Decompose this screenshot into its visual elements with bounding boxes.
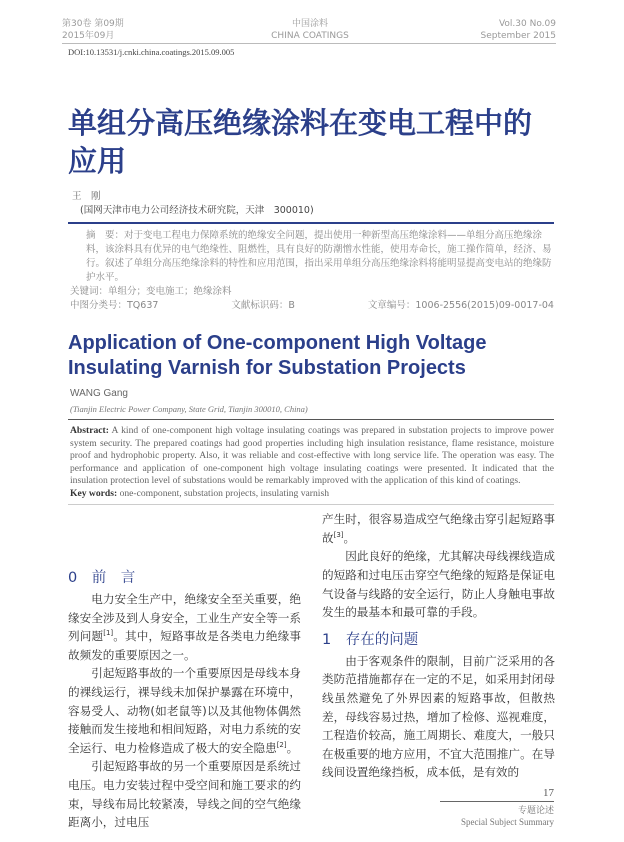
journal-en: CHINA COATINGS xyxy=(271,31,349,41)
abstract-label-en: Abstract: xyxy=(70,425,109,436)
journal-cn: 中国涂料 xyxy=(291,19,328,29)
page-number: 17 xyxy=(543,787,554,799)
author-en: WANG Gang xyxy=(70,388,128,399)
classification-row xyxy=(70,299,554,313)
doi: DOI:10.13531/j.cnki.china.coatings.2015.09.005 xyxy=(68,47,235,57)
abstract-rule-top xyxy=(68,419,554,420)
date-cn: 2015年09月 xyxy=(62,31,115,41)
affiliation-en: (Tianjin Electric Power Company, State Grid, Tianjin 300010, China) xyxy=(70,404,308,414)
citation: [3] xyxy=(333,531,344,540)
paragraph-text: 电力安全生产中，绝缘安全至关重要，绝缘安全涉及到人身安全，工业生产安全等一系列问题 xyxy=(68,592,301,644)
citation: [1] xyxy=(103,629,114,638)
volume-cn xyxy=(62,18,124,42)
classification: 中图分类号：TQ637 xyxy=(70,300,159,311)
paragraph-text: 引起短路事故的一个重要原因是母线本身的裸线运行，裸导线未加保护暴露在环境中，容易受人、动物(如老鼠等)以及其他物体偶然接触而发生接地和相间短路，对电力系统的安全运行、电力检修造成了极大的安全隐患 xyxy=(68,666,301,755)
keywords-label-en: Key words: xyxy=(70,487,118,499)
footer-rule xyxy=(440,801,554,802)
keywords-cn: 关键词：单组分；变电施工；绝缘涂料 xyxy=(70,286,232,297)
paragraph: 引起短路事故的另一个重要原因是系统过电压。电力安装过程中受空间和施工要求的约束，导线布局比较紧凑，导线之间的空气绝缘距离小，过电压 xyxy=(68,759,301,830)
section-heading-0: 0 前 言 xyxy=(68,570,136,586)
page-title: 单组分高压绝缘涂料在变电工程中的应用 xyxy=(68,106,533,178)
article-front-matter xyxy=(68,104,558,505)
date-en: September 2015 xyxy=(480,31,556,41)
body-column-right xyxy=(322,510,555,782)
author-cn: 王 刚 xyxy=(72,191,101,202)
title-rule xyxy=(68,222,554,224)
abstract-cn xyxy=(86,229,554,285)
paragraph xyxy=(68,664,301,757)
paragraph xyxy=(68,590,301,664)
abstract-en xyxy=(70,425,554,501)
paragraph-text: 。 xyxy=(286,740,299,755)
section-heading-1: 1 存在的问题 xyxy=(322,631,419,648)
paragraph: 由于客观条件的限制，目前广泛采用的各类防范措施都存在一定的不足，如采用封闭母线虽然避免了外界因素的短路事故，但散热差，母线容易过热，增加了检修、巡视难度，工程造价较高，施工周期长、难度大，一般只在极重要的地方应用，不宜大范围推广。在导线间设置绝缘挡板，成本低，是有效的 xyxy=(322,653,555,780)
paragraph-text: 。其中，短路事故是各类电力绝缘事故频发的重要原因之一。 xyxy=(68,629,301,662)
paragraph-text: 。 xyxy=(343,530,356,545)
section-cn: 专题论述 xyxy=(517,805,554,815)
title-en: Application of One-component High Voltage Insulating Varnish for Substation Projects xyxy=(68,332,487,379)
document-code: 文献标识码：B xyxy=(231,300,295,311)
volume-issue-cn: 第30卷 第09期 xyxy=(62,19,124,29)
citation: [2] xyxy=(276,740,287,749)
paragraph: 因此良好的绝缘，尤其解决母线裸线造成的短路和过电压击穿空气绝缘的短路是保证电气设备与线路的安全运行，防止人身触电事故发生的最基本和最可靠的手段。 xyxy=(322,549,555,620)
section-en: Special Subject Summary xyxy=(461,817,554,827)
abstract-text-cn: 对于变电工程电力保障系统的绝缘安全问题，提出使用一种新型高压绝缘涂料——单组分高压绝缘涂料，该涂料具有优异的电气绝缘性、阻燃性，具有良好的防潮憎水性能，使用寿命长，施工操作简单，经济、易行。叙述了单组分高压绝缘涂料的特性和应用范围，指出采用单组分高压绝缘涂料将能明显提高变电站的绝缘防护水平。 xyxy=(86,230,552,283)
header-rule xyxy=(62,43,556,44)
paragraph xyxy=(322,510,555,547)
abstract-rule-bottom xyxy=(68,504,554,505)
journal-name xyxy=(240,18,380,42)
affiliation-cn: (国网天津市电力公司经济技术研究院，天津 300010) xyxy=(80,205,314,216)
volume-issue-en: Vol.30 No.09 xyxy=(498,19,556,29)
volume-en xyxy=(480,18,556,42)
paragraph-text: 产生时，很容易造成空气绝缘击穿引起短路事故 xyxy=(322,512,555,545)
abstract-text-en: A kind of one-component high voltage insulating coatings was prepared in substation projects to improve power system security. The prepared coatings had good properties including high insulation resistance, flame resistance, moisture proof and hydrophobic property. Also, it was reliable and cost-effective with long service life. The operation was easy. The performance and application of one-component high voltage insulating coatings were presented. It indicated that the insulation protection level of substations would be remarkably improved with the application of this kind of coatings. xyxy=(70,425,554,487)
abstract-label-cn: 摘 要： xyxy=(86,230,125,241)
article-number: 文章编号：1006-2556(2015)09-0017-04 xyxy=(367,300,554,311)
keywords-text-en: one-component, substation projects, insulating varnish xyxy=(117,487,329,499)
section-label xyxy=(461,804,554,828)
body-column-left xyxy=(68,566,301,832)
